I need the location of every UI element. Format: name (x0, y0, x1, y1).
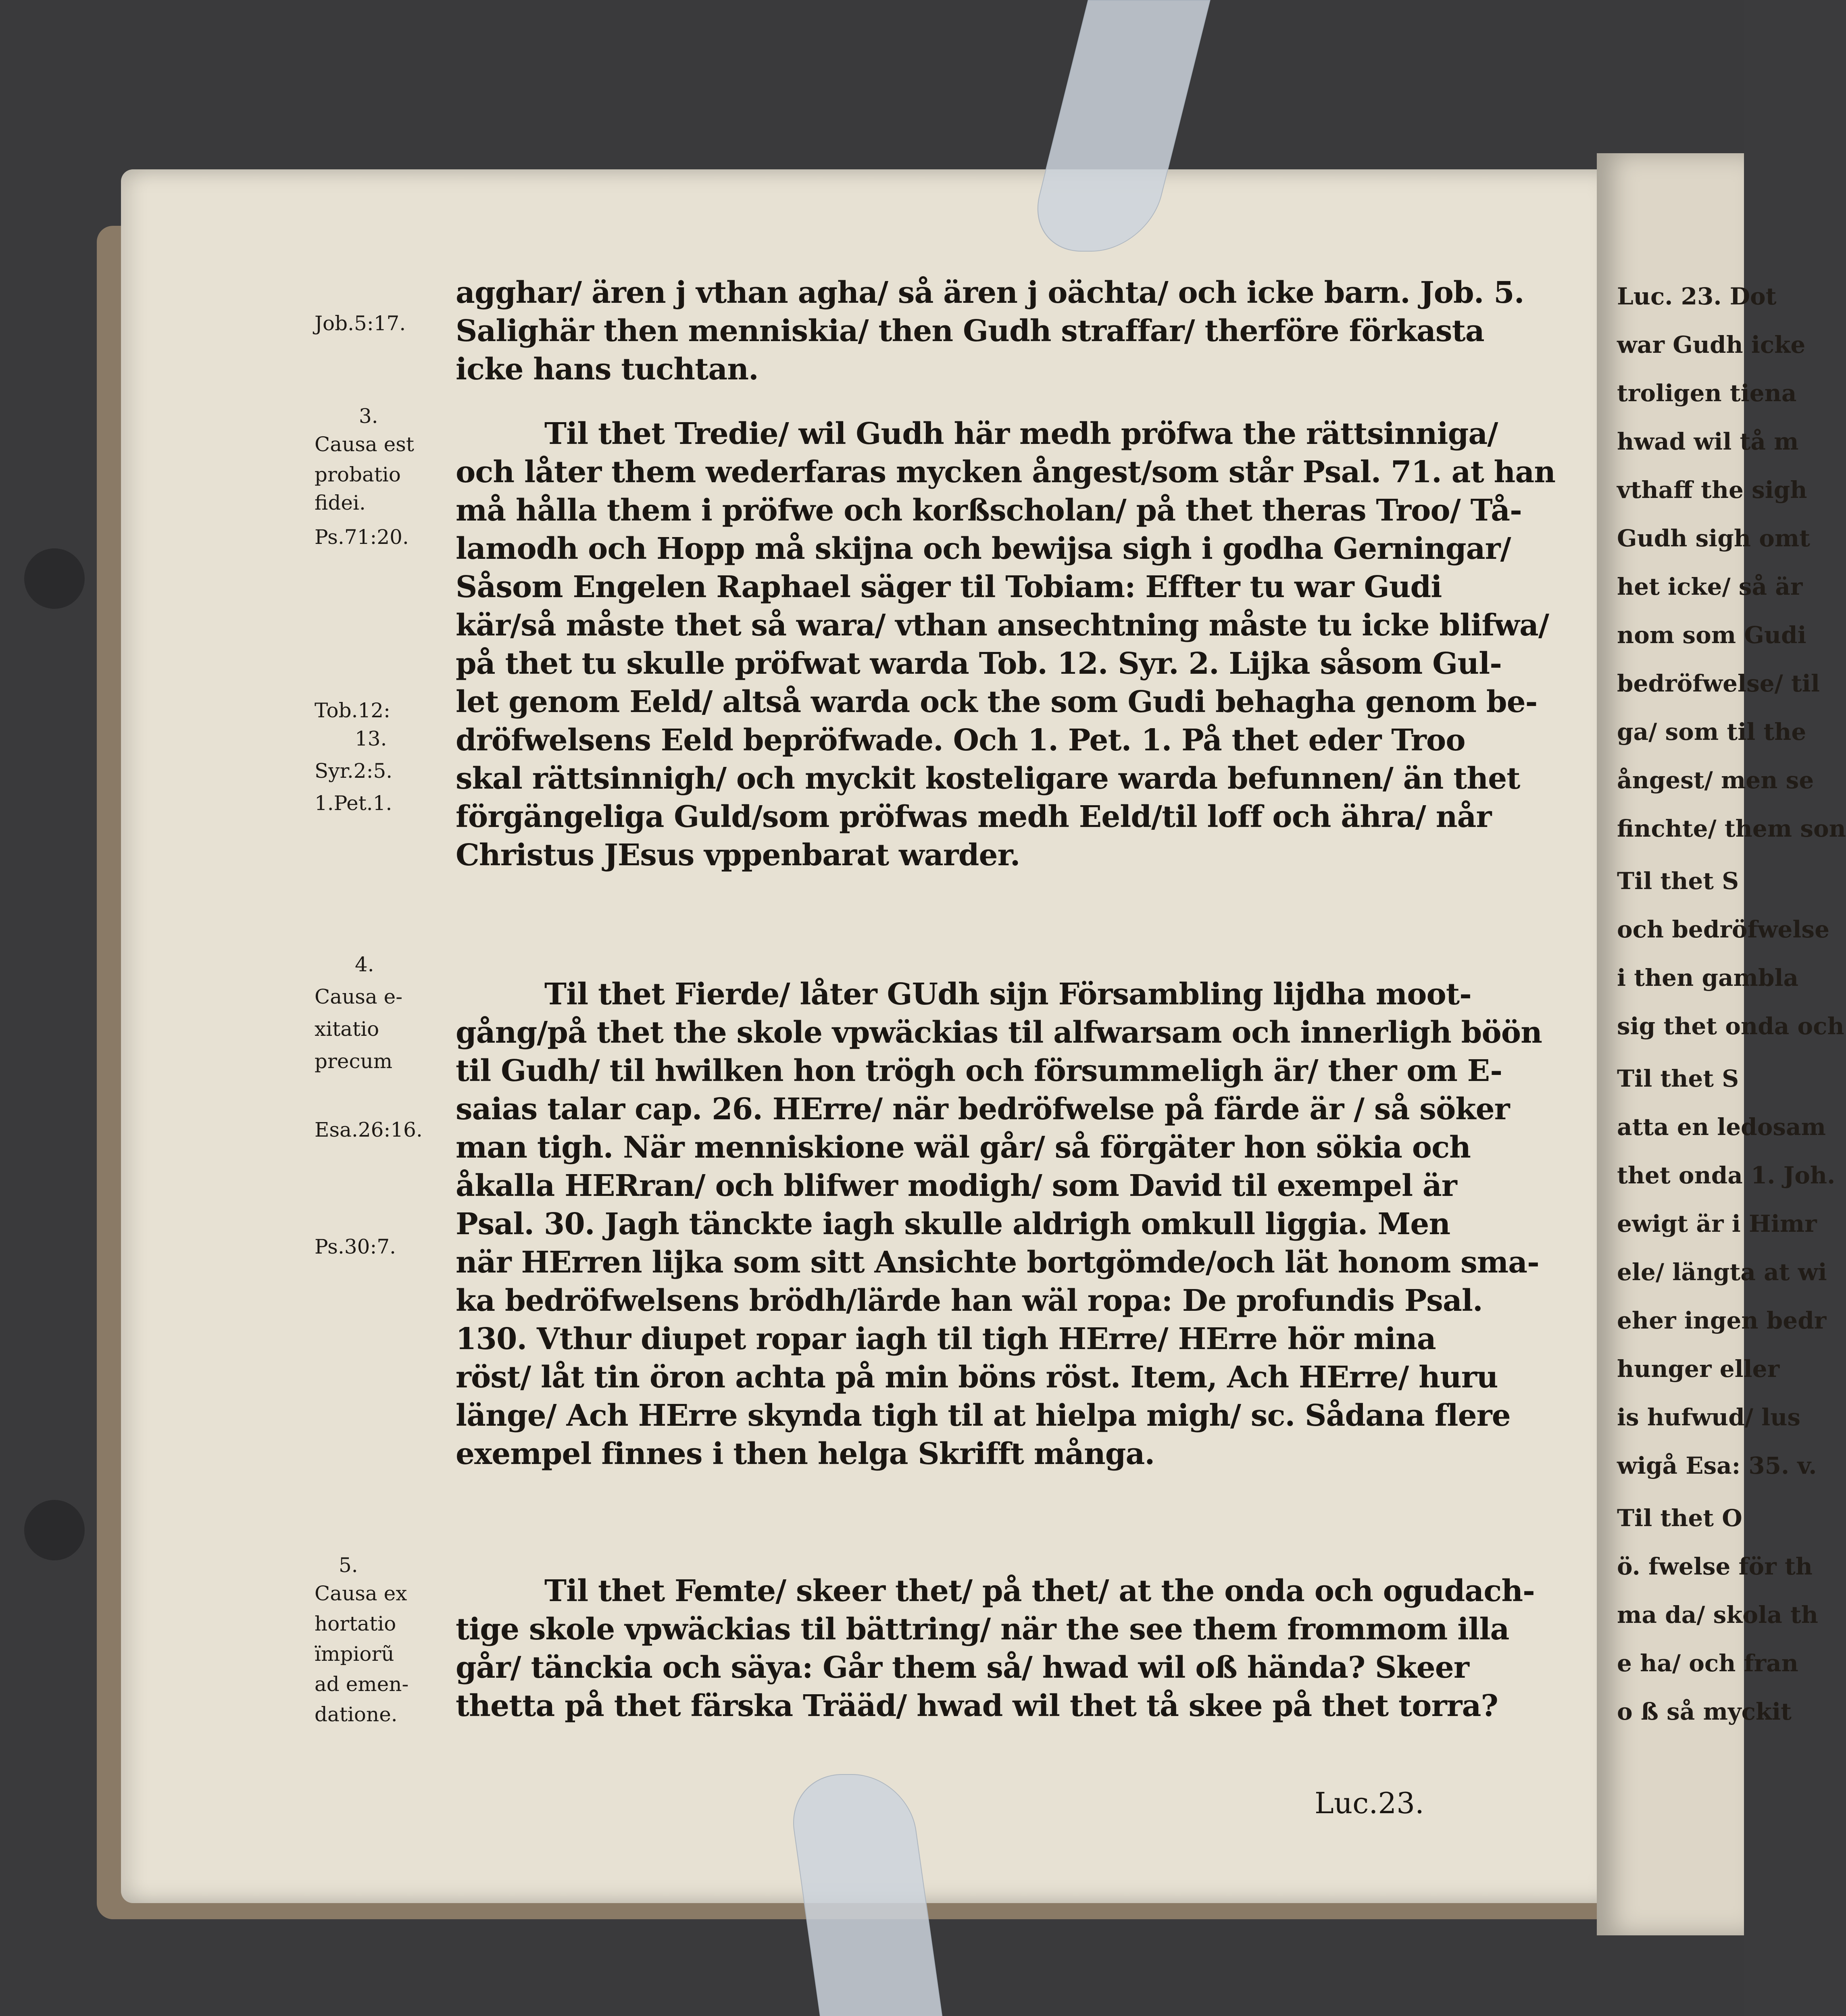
facing-page-line: nom som Gudi (1617, 621, 1806, 649)
book-cradle-peg (24, 1500, 85, 1560)
body-line: tige skole vpwäckias til bättring/ när the see them frommom illa (456, 1612, 1509, 1647)
margin-note: probatio (315, 463, 401, 486)
body-line: let genom Eeld/ altså warda ock the som Gudi behagha genom be- (456, 685, 1538, 719)
body-line: Psal. 30. Jagh tänckte iagh skulle aldrigh omkull liggia. Men (456, 1207, 1450, 1241)
body-line: må hålla them i pröfwe och korßscholan/ på thet theras Troo/ Tå- (456, 493, 1522, 528)
book-cradle-peg (24, 548, 85, 609)
facing-page-line: ele/ längta at wi (1617, 1258, 1827, 1286)
body-line: 130. Vthur diupet ropar iagh til tigh HErre/ HErre hör mina (456, 1322, 1436, 1356)
facing-page-line: war Gudh icke (1617, 331, 1806, 358)
facing-page-line: vthaff the sigh (1617, 476, 1807, 504)
margin-note: Ps.30:7. (315, 1235, 396, 1258)
body-line: när HErren lijka som sitt Ansichte bortgömde/och lät honom sma- (456, 1245, 1539, 1280)
margin-note: hortatio (315, 1612, 396, 1635)
facing-page-line: is hufwud/ lus (1617, 1404, 1801, 1431)
margin-note: 5. (339, 1554, 358, 1577)
margin-note: 3. (359, 404, 378, 428)
body-line: skal rättsinnigh/ och myckit kosteligare warda befunnen/ än thet (456, 761, 1520, 796)
facing-page-line: sig thet onda och (1617, 1012, 1844, 1040)
margin-note: Causa ex (315, 1582, 407, 1605)
facing-page-line: Luc. 23. Dot (1617, 283, 1777, 310)
margin-note: precum (315, 1050, 393, 1073)
margin-note: ïmpiorũ (315, 1642, 394, 1666)
body-line: och låter them wederfaras mycken ångest/som står Psal. 71. at han (456, 455, 1556, 489)
margin-note: xitatio (315, 1017, 379, 1041)
body-line: röst/ låt tin öron achta på min böns röst. Item, Ach HErre/ huru (456, 1360, 1498, 1395)
facing-page-line: o ß så myckit (1617, 1698, 1792, 1725)
facing-page-line: het icke/ så är (1617, 573, 1803, 600)
body-line: lamodh och Hopp må skijna och bewijsa sigh i godha Gerningar/ (456, 531, 1511, 566)
facing-page-line: och bedröfwelse (1617, 916, 1829, 943)
catchword: Luc.23. (1315, 1786, 1424, 1820)
facing-page-line: Gudh sigh omt (1617, 525, 1811, 552)
margin-note: fidei. (315, 491, 366, 514)
margin-note: Job.5:17. (315, 312, 406, 335)
facing-page-line: ga/ som til the (1617, 718, 1806, 746)
facing-page-line: troligen tiena (1617, 379, 1797, 407)
body-line: agghar/ ären j vthan agha/ så ären j oächta/ och icke barn. Job. 5. (456, 275, 1524, 310)
margin-note: Tob.12: (315, 699, 390, 722)
margin-note: Syr.2:5. (315, 759, 393, 783)
body-line: på thet tu skulle pröfwat warda Tob. 12. Syr. 2. Lijka såsom Gul- (456, 646, 1502, 681)
body-line: förgängeliga Guld/som pröfwas medh Eeld/til loff och ähra/ når (456, 800, 1492, 834)
body-line: kär/så måste thet så wara/ vthan ansechtning måste tu icke blifwa/ (456, 608, 1549, 643)
body-line: ka bedröfwelsens brödh/lärde han wäl ropa: De profundis Psal. (456, 1283, 1483, 1318)
body-line: exempel finnes i then helga Skrifft många. (456, 1437, 1155, 1471)
facing-page-line: i then gambla (1617, 964, 1799, 991)
margin-note: datione. (315, 1703, 398, 1726)
body-line: Såsom Engelen Raphael säger til Tobiam: Effter tu war Gudi (456, 570, 1442, 604)
facing-page-line: wigå Esa: 35. v. (1617, 1452, 1817, 1479)
body-line: Christus JEsus vppenbarat warder. (456, 838, 1020, 873)
margin-note: ad emen- (315, 1672, 409, 1696)
facing-page-line: e ha/ och fran (1617, 1649, 1798, 1677)
margin-note: Esa.26:16. (315, 1118, 423, 1141)
body-line: saias talar cap. 26. HErre/ när bedröfwelse på färde är / så söker (456, 1092, 1510, 1127)
facing-page-line: ångest/ men se (1617, 766, 1814, 794)
facing-page-line: hwad wil tå m (1617, 428, 1799, 455)
margin-note: Ps.71:20. (315, 525, 409, 549)
body-line: icke hans tuchtan. (456, 352, 758, 387)
body-line: man tigh. När menniskione wäl går/ så förgäter hon sökia och (456, 1130, 1471, 1165)
body-line: thetta på thet färska Trääd/ hwad wil thet tå skee på thet torra? (456, 1689, 1498, 1723)
facing-page-line: Til thet S (1617, 1065, 1739, 1092)
facing-page-line: eher ingen bedr (1617, 1307, 1827, 1334)
margin-note: 1.Pet.1. (315, 791, 392, 815)
body-line: gång/på thet the skole vpwäckias til alfwarsam och innerligh böön (456, 1015, 1542, 1050)
facing-page-line: thet onda 1. Joh. (1617, 1162, 1836, 1189)
body-line: länge/ Ach HErre skynda tigh til at hielpa migh/ sc. Sådana flere (456, 1398, 1511, 1433)
body-line: Til thet Fierde/ låter GUdh sijn Försambling lijdha moot- (544, 977, 1471, 1012)
margin-note: Causa e- (315, 985, 403, 1008)
facing-page-line: Til thet S (1617, 867, 1739, 895)
facing-page-line: bedröfwelse/ til (1617, 670, 1820, 697)
body-line: åkalla HERran/ och blifwer modigh/ som David til exempel är (456, 1168, 1457, 1203)
facing-page-line: ma da/ skola th (1617, 1601, 1818, 1629)
margin-note: 4. (355, 953, 374, 976)
facing-page-line: Til thet O (1617, 1504, 1742, 1532)
body-line: Til thet Femte/ skeer thet/ på thet/ at the onda och ogudach- (544, 1574, 1535, 1608)
body-line: til Gudh/ til hwilken hon trögh och försummeligh är/ ther om E- (456, 1054, 1502, 1088)
facing-page-line: ö. fwelse för th (1617, 1553, 1813, 1580)
margin-note: Causa est (315, 433, 414, 456)
margin-note: 13. (355, 727, 387, 750)
facing-page-line: atta en ledosam (1617, 1113, 1826, 1141)
body-line: Til thet Tredie/ wil Gudh här medh pröfwa the rättsinniga/ (544, 417, 1498, 451)
facing-page-line: hunger eller (1617, 1355, 1780, 1383)
facing-page-line: ewigt är i Himr (1617, 1210, 1817, 1237)
body-line: dröfwelsens Eeld bepröfwade. Och 1. Pet. 1. På thet eder Troo (456, 723, 1465, 758)
body-line: går/ tänckia och säya: Går them så/ hwad wil oß hända? Skeer (456, 1650, 1469, 1685)
body-line: Salighär then menniskia/ then Gudh straffar/ therföre förkasta (456, 314, 1484, 348)
facing-page-line: finchte/ them son (1617, 815, 1846, 842)
